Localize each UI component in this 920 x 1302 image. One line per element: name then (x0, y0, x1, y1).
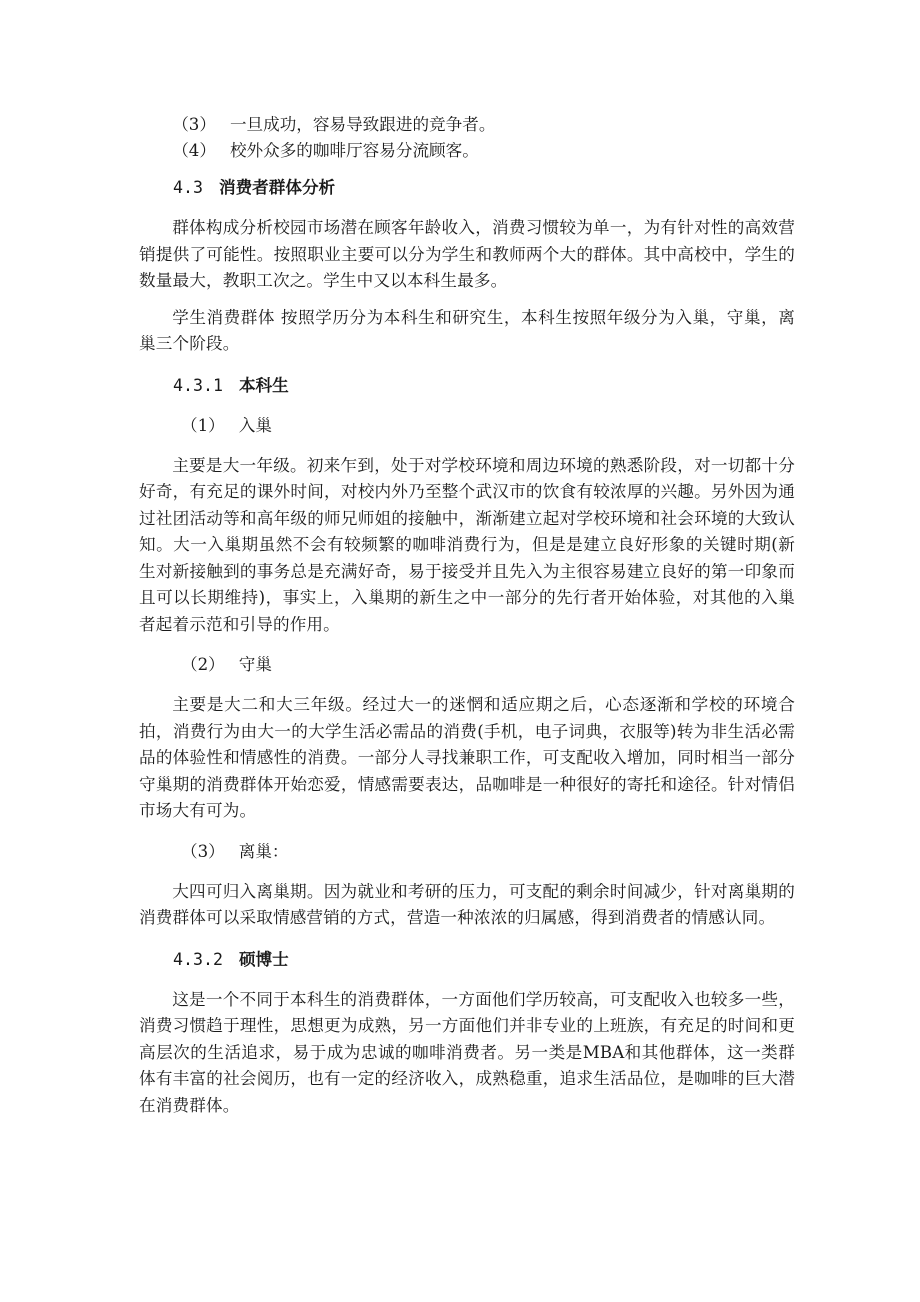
paragraph-rucao: 主要是大一年级。初来乍到，处于对学校环境和周边环境的熟悉阶段，对一切都十分好奇，有充足的课外时间，对校内外乃至整个武汉市的饮食有较浓厚的兴趣。另外因为通过社团活动等和高年级的师兄师姐的接触中，渐渐建立起对学校环境和社会环境的大致认知。大一入巢期虽然不会有较频繁的咖啡消费行为，但是是建立良好形象的关键时期(新生对新接触到的事务总是充满好奇，易于接受并且先入为主很容易建立良好的第一印象而且可以长期维持)，事实上，入巢期的新生之中一部分的先行者开始体验，对其他的入巢者起着示范和引导的作用。 (139, 455, 795, 634)
list-item: （3） 一旦成功，容易导致跟进的竞争者。 (172, 115, 496, 134)
document-page (139, 112, 795, 1119)
list-item: （4） 校外众多的咖啡厅容易分流顾客。 (172, 141, 479, 160)
paragraph-licao: 大四可归入离巢期。因为就业和考研的压力，可支配的剩余时间减少，针对离巢期的消费群体可以采取情感营销的方式，营造一种浓浓的归属感，得到消费者的情感认同。 (139, 881, 795, 927)
paragraph-shoucao: 主要是大二和大三年级。经过大一的迷惘和适应期之后，心态逐渐和学校的环境合拍，消费行为由大一的大学生活必需品的消费(手机，电子词典，衣服等)转为非生活必需品的体验性和情感性的消费。一部分人寻找兼职工作，可支配收入增加，同时相当一部分守巢期的消费群体开始恋爱，情感需要表达，品咖啡是一种很好的寄托和途径。针对情侣市场大有可为。 (139, 695, 795, 820)
sub-heading-shoucao: （2） 守巢 (181, 655, 272, 674)
section-heading-4-3-2: 4.3.2 硕博士 (173, 948, 289, 969)
sub-heading-licao: （3） 离巢： (181, 841, 289, 861)
section-heading-4-3: 4.3 消费者群体分析 (173, 177, 336, 197)
sub-heading-rucao: （1） 入巢 (181, 415, 272, 435)
section-heading-4-3-1: 4.3.1 本科生 (173, 374, 289, 395)
paragraph-intro: 群体构成分析校园市场潜在顾客年龄收入，消费习惯较为单一，为有针对性的高效营销提供了可能性。按照职业主要可以分为学生和教师两个大的群体。其中高校中，学生的数量最大，教职工次之。学生中又以本科生最多。 (139, 218, 795, 290)
paragraph-shuobo: 这是一个不同于本科生的消费群体，一方面他们学历较高，可支配收入也较多一些，消费习惯趋于理性，思想更为成熟，另一方面他们并非专业的上班族，有充足的时间和更高层次的生活追求，易于成为忠诚的咖啡消费者。另一类是MBA和其他群体，这一类群体有丰富的社会阅历，也有一定的经济收入，成熟稳重，追求生活品位，是咖啡的巨大潜在消费群体。 (139, 989, 795, 1115)
paragraph-students: 学生消费群体 按照学历分为本科生和研究生，本科生按照年级分为入巢，守巢，离巢三个阶段。 (139, 307, 795, 353)
